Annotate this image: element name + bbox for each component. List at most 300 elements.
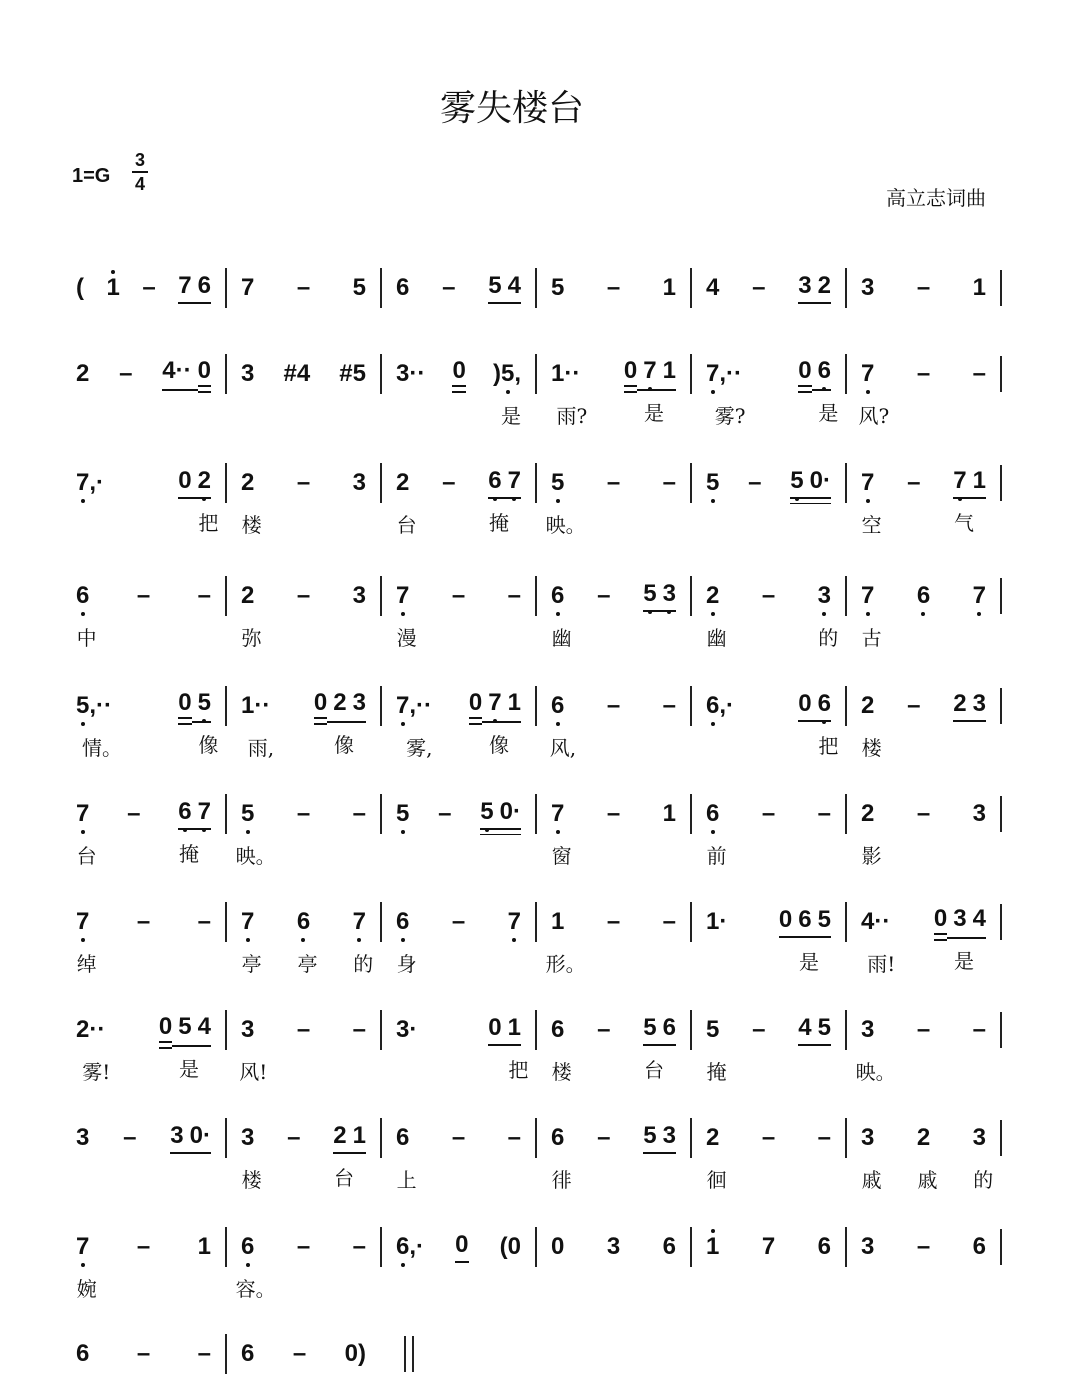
measure: [70, 463, 225, 535]
note: [861, 582, 882, 650]
note-digit: 5: [480, 798, 494, 825]
note-digit: 7: [488, 689, 502, 716]
dash: –: [296, 1016, 311, 1043]
note-digit: 6: [296, 908, 311, 935]
measure: [535, 902, 690, 976]
note-digit: 3: [861, 1016, 875, 1043]
note: [296, 908, 318, 976]
note-digit: 1: [662, 274, 676, 301]
note-digit: 1: [106, 274, 120, 301]
measure: [225, 463, 380, 537]
measure: [690, 354, 845, 428]
beamed-group: [798, 690, 839, 758]
note: [508, 272, 521, 300]
note-digit: 6: [662, 1233, 676, 1260]
note: [488, 689, 509, 757]
note: [500, 798, 521, 826]
lyric: 是: [798, 950, 819, 974]
note: [817, 582, 839, 650]
note-digit: 2: [197, 467, 211, 494]
note: [508, 908, 521, 936]
lyric: 把: [508, 1058, 529, 1082]
note-digit: 7: [178, 272, 192, 299]
note: [76, 469, 104, 497]
note: [861, 908, 896, 976]
note: [973, 467, 986, 495]
lyric: 把: [198, 511, 219, 535]
lyric: 掩: [706, 1060, 727, 1084]
lyric: 雾,: [406, 736, 433, 760]
dash: –: [662, 908, 676, 935]
note-digit: 6: [972, 1233, 986, 1260]
note-digit: 6: [396, 1124, 410, 1151]
note-digit: 1: [352, 1122, 366, 1149]
beamed-group: [798, 272, 831, 304]
dash: –: [123, 1124, 137, 1151]
note: [917, 582, 930, 610]
measure: [535, 354, 690, 428]
measure: [845, 686, 1000, 760]
lyric: 掩: [178, 842, 199, 866]
measure: [225, 354, 380, 394]
lyric: 戚: [861, 1168, 882, 1192]
time-signature-top: 3: [134, 150, 145, 170]
measure: [70, 354, 225, 394]
note: [488, 1014, 501, 1042]
note: [972, 1124, 994, 1192]
note: [973, 800, 986, 828]
note-digit: 6: [178, 798, 192, 825]
note-digit: 1: [507, 689, 521, 716]
note: [396, 800, 409, 828]
lyric: 掩: [488, 511, 509, 535]
note: [706, 274, 719, 302]
note-digit: 2: [953, 690, 967, 717]
note: [973, 274, 986, 302]
note-digit: 6: [551, 692, 565, 719]
dash: –: [606, 692, 621, 719]
note-digit: 0: [178, 689, 192, 716]
staff-row: [70, 268, 1002, 308]
lyric: 风!: [239, 1060, 268, 1084]
beamed-group: [643, 1122, 676, 1154]
beamed-group: [158, 1013, 211, 1081]
note: [198, 357, 211, 387]
measure: [690, 794, 845, 868]
measure: [380, 1227, 535, 1267]
note-digit: 5: [643, 1014, 657, 1041]
measure: [380, 1010, 535, 1082]
note: [170, 1122, 183, 1150]
dash: –: [136, 908, 151, 935]
note-digit: 0: [197, 357, 211, 384]
note-digit: 4: [972, 905, 986, 932]
measure: [845, 1118, 1000, 1192]
staff-row: [70, 576, 1002, 650]
lyric: 戚: [917, 1168, 938, 1192]
dash: –: [352, 1016, 366, 1043]
beamed-group: [488, 272, 521, 304]
note: [76, 800, 97, 868]
barline: [1000, 1012, 1002, 1048]
note: (0: [499, 1233, 521, 1260]
time-signature: [132, 150, 148, 194]
measure: [380, 576, 535, 650]
note: [508, 689, 521, 719]
note-text: 1·: [706, 908, 728, 935]
note-digit: 7: [507, 908, 521, 935]
note: [706, 800, 727, 868]
note-digit: 6: [396, 908, 410, 935]
note-digit: 4: [706, 274, 720, 301]
dash: –: [916, 274, 931, 301]
note: [241, 582, 262, 650]
note: [197, 467, 219, 535]
note: [973, 905, 986, 935]
note: [551, 274, 564, 302]
note-digit: 3: [241, 1124, 255, 1151]
measure: [380, 354, 535, 428]
note: [480, 798, 493, 826]
lyric: 绰: [76, 952, 97, 976]
note: [396, 908, 417, 976]
measure: [690, 268, 845, 308]
lyric: 雾?: [714, 404, 746, 428]
note: [241, 469, 262, 537]
note-digit: 4: [197, 1013, 211, 1040]
staff-row: [70, 1010, 1002, 1084]
note-digit: 6: [76, 582, 90, 609]
note: [314, 689, 327, 719]
lyric: 映。: [235, 844, 276, 868]
measure: [690, 1010, 845, 1084]
dash: –: [296, 582, 311, 609]
measure: [70, 1010, 225, 1084]
note-digit: 7: [197, 798, 211, 825]
note-digit: 2: [241, 469, 255, 496]
note: [663, 1233, 676, 1261]
dash: –: [197, 908, 211, 935]
note-digit: 1: [972, 467, 986, 494]
note-digit: 5: [790, 467, 804, 494]
note-digit: 7: [953, 467, 967, 494]
beamed-group: [333, 1122, 366, 1190]
note-digit: 2: [333, 1122, 347, 1149]
note-digit: 1: [551, 908, 565, 935]
note: [643, 357, 664, 425]
note-digit: 5: [706, 469, 720, 496]
note: [779, 906, 792, 934]
note-digit: 6: [241, 1233, 255, 1260]
lyric: 身: [396, 952, 417, 976]
note: [396, 1233, 424, 1261]
barline: [1000, 688, 1002, 724]
beamed-group: [170, 1122, 211, 1154]
note: [396, 582, 417, 650]
note: [107, 274, 120, 302]
barline: [1000, 796, 1002, 832]
measure: [845, 1010, 1000, 1084]
measure: [225, 794, 380, 868]
note: [858, 360, 890, 428]
lyric: 弥: [241, 626, 262, 650]
note: [953, 467, 974, 535]
note-digit: 6: [798, 906, 812, 933]
note-digit: 5: [396, 800, 410, 827]
note-digit: 7: [861, 582, 875, 609]
note: [190, 1122, 211, 1150]
note: #5: [339, 360, 366, 387]
note: [76, 582, 97, 650]
note-digit: 3: [170, 1122, 184, 1149]
note-digit: 3: [861, 274, 875, 301]
dash: –: [136, 582, 151, 609]
note: [235, 1233, 276, 1301]
measure: [225, 1334, 380, 1374]
beamed-group: [452, 357, 465, 391]
dash: –: [972, 1016, 986, 1043]
lyric: 台: [333, 1166, 354, 1190]
lyric: 情。: [82, 736, 122, 760]
song-title: 雾失楼台: [439, 88, 584, 129]
note: [706, 469, 719, 497]
lyric: 映。: [545, 513, 586, 537]
dash: –: [597, 1016, 611, 1043]
lyric: 雨,: [247, 736, 275, 760]
measure: [845, 268, 1000, 308]
note-digit: 1: [507, 1014, 521, 1041]
note: [818, 1233, 831, 1261]
note: [663, 580, 676, 608]
lyric: 雨?: [556, 404, 588, 428]
dash: –: [296, 1233, 311, 1260]
note: [817, 690, 839, 758]
measure: [70, 902, 225, 976]
lyric: 容。: [235, 1277, 276, 1301]
note: [855, 1016, 896, 1084]
note-digit: 3: [352, 469, 366, 496]
lyric: 幽: [551, 626, 572, 650]
lyric: 楼: [861, 736, 882, 760]
note: [973, 690, 986, 718]
note-digit: 0: [158, 1013, 173, 1040]
note-text: 5,··: [76, 692, 112, 719]
barline: [1000, 904, 1002, 940]
note-digit: 2: [76, 360, 90, 387]
note-digit: 7: [76, 908, 90, 935]
note-text: 4··: [162, 357, 192, 384]
measure: [535, 1010, 690, 1084]
note: [643, 580, 656, 608]
note-digit: 1: [706, 1233, 720, 1260]
note: [76, 1233, 97, 1301]
measure: [380, 794, 535, 834]
note-text: )5,: [492, 360, 521, 387]
lyric: 徊: [706, 1168, 727, 1192]
note-digit: 0: [778, 906, 793, 933]
note-text: 6,·: [706, 692, 735, 719]
note: [643, 1122, 656, 1150]
dash: –: [142, 274, 156, 301]
note-digit: 1: [197, 1233, 211, 1260]
note: [178, 1013, 199, 1081]
barline: [1000, 1229, 1002, 1265]
note: [861, 1233, 874, 1261]
measure: [380, 902, 535, 976]
measure: [70, 686, 225, 760]
note-digit: 3: [241, 1016, 255, 1043]
measure: [535, 1227, 690, 1267]
dash: –: [606, 800, 621, 827]
lyric: 是: [643, 401, 664, 425]
measure: [535, 1118, 690, 1192]
lyric: 楼: [241, 513, 262, 537]
note-digit: 3: [953, 905, 967, 932]
note: [706, 692, 734, 720]
note: [798, 906, 819, 974]
lyric: 亭: [241, 952, 262, 976]
lyric: 中: [76, 626, 97, 650]
note: [916, 1124, 938, 1192]
note: [551, 360, 588, 428]
note: 0): [344, 1340, 366, 1367]
note-digit: 3: [662, 580, 676, 607]
measure: [225, 902, 380, 976]
note: [861, 800, 882, 868]
dash: –: [438, 800, 452, 827]
note: [643, 1014, 664, 1082]
measure: [845, 902, 1000, 976]
dash: –: [507, 582, 521, 609]
note-digit: 5: [352, 274, 366, 301]
note-digit: 0: [488, 1014, 502, 1041]
lyric: 形。: [545, 952, 586, 976]
note: [76, 1016, 111, 1084]
note-text: 1··: [241, 692, 271, 719]
dash: –: [292, 1340, 307, 1367]
measure: [845, 463, 1000, 537]
note-text: 0·: [809, 467, 831, 494]
note-digit: 0: [623, 357, 638, 384]
dash: –: [296, 800, 311, 827]
dash: –: [352, 800, 366, 827]
note: [241, 1124, 262, 1192]
note-digit: 3: [861, 1233, 875, 1260]
dash: –: [352, 1233, 366, 1260]
note: [818, 1014, 831, 1042]
note: [178, 798, 199, 866]
dash: –: [296, 274, 311, 301]
note: [353, 582, 366, 610]
dash: –: [451, 908, 466, 935]
note-digit: 1: [972, 274, 986, 301]
note: [798, 1014, 811, 1042]
dash: –: [916, 360, 931, 387]
dash: –: [752, 274, 766, 301]
note-digit: 2: [706, 1124, 720, 1151]
note: [798, 272, 811, 300]
note-digit: 3: [861, 1124, 875, 1151]
note-digit: 2: [861, 692, 875, 719]
staff-row: [70, 463, 1002, 537]
note-digit: 0: [344, 1340, 358, 1367]
measure: [70, 794, 225, 868]
dash: –: [817, 800, 831, 827]
lyric: 窗: [551, 844, 572, 868]
dash: –: [597, 582, 611, 609]
note-digit: 5: [241, 800, 255, 827]
note-text: 2··: [76, 1016, 106, 1043]
note-digit: 7: [861, 360, 875, 387]
measure: [70, 1118, 225, 1158]
time-signature-line: [132, 171, 148, 173]
dash: –: [817, 1124, 831, 1151]
note-digit: 7: [972, 582, 986, 609]
dash: –: [136, 1233, 151, 1260]
note-digit: 2: [241, 582, 255, 609]
note-text: 3··: [396, 360, 426, 387]
measure: [225, 1118, 380, 1192]
note-digit: 3: [972, 1124, 986, 1151]
note-digit: 3: [241, 360, 255, 387]
lyric: 台: [643, 1058, 664, 1082]
note: [488, 467, 509, 535]
key-signature: 1=G: [72, 165, 111, 187]
lyric: 亭: [297, 952, 318, 976]
measure: [225, 268, 380, 308]
note-digit: 3: [817, 582, 831, 609]
dash: –: [916, 1016, 931, 1043]
staff-row: [70, 686, 1002, 760]
note: [241, 1340, 254, 1368]
beamed-group: [178, 467, 219, 535]
note-digit: 3: [972, 800, 986, 827]
note: [492, 360, 521, 428]
note: [396, 692, 433, 760]
lyric: 幽: [706, 626, 727, 650]
measure: [845, 576, 1000, 650]
note-digit: 0: [798, 690, 812, 717]
lyric: 徘: [551, 1168, 572, 1192]
note-digit: 6: [817, 1233, 831, 1260]
lyric: 是: [953, 949, 974, 973]
note: [706, 908, 727, 936]
lyric: 雨!: [867, 952, 896, 976]
note-digit: 7: [396, 582, 410, 609]
note: [241, 692, 275, 760]
lyric: 前: [706, 844, 727, 868]
note-text: 3·: [396, 1016, 418, 1043]
note-digit: 2: [706, 582, 720, 609]
beamed-group: [790, 467, 831, 499]
note: [198, 1013, 211, 1043]
note: [241, 360, 254, 388]
note-text: 7,·: [76, 469, 105, 496]
beamed-group: [162, 357, 211, 391]
lyric: 的: [353, 952, 374, 976]
measure: [535, 794, 690, 868]
beamed-group: [488, 467, 521, 535]
note: [551, 1016, 572, 1084]
note: [178, 272, 191, 300]
beamed-group: [623, 357, 676, 425]
beamed-group: [643, 1014, 676, 1082]
note: [162, 357, 191, 387]
measure: [380, 686, 535, 760]
staff-row: [70, 1227, 1002, 1301]
lyric: 空: [861, 513, 882, 537]
note: [861, 692, 882, 760]
